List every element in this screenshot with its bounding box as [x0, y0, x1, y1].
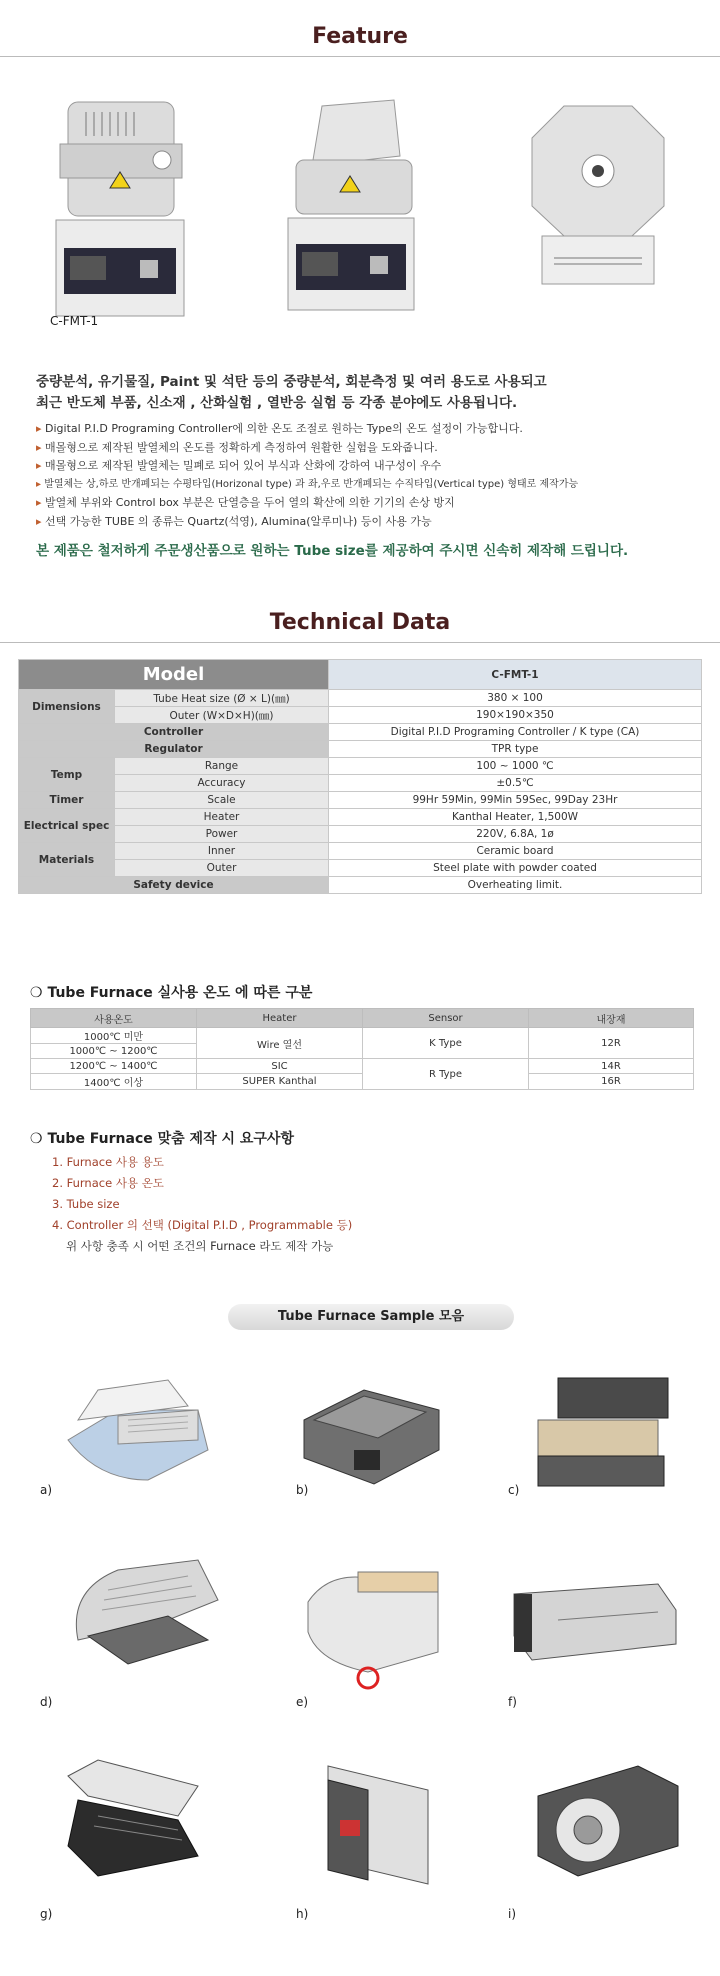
spec-val: Steel plate with powder coated	[329, 860, 702, 877]
temp-header: 내장재	[529, 1009, 694, 1028]
furnace-photo-open	[282, 96, 420, 312]
sample-photo-e	[298, 1562, 446, 1696]
temp-header: Heater	[197, 1009, 363, 1028]
temp-material: 14R	[529, 1059, 694, 1074]
sample-label: f)	[508, 1695, 517, 1709]
requirements-note: 위 사항 충족 시 어떤 조건의 Furnace 라도 제작 가능	[66, 1239, 334, 1253]
sample-label: d)	[40, 1695, 53, 1709]
requirements-list	[52, 1152, 352, 1236]
feature-divider	[0, 56, 720, 57]
sample-label: e)	[296, 1695, 309, 1709]
temp-sensor: K Type	[363, 1028, 529, 1059]
spec-cat: Safety device	[19, 877, 329, 894]
sample-photo-a	[58, 1370, 218, 1486]
feature-bullet: ▸ 발열체는 상,하로 반개폐되는 수평타입(Horizonal type) 과 좌,우로 반개폐되는 수직타입(Vertical type) 형태로 제작가능	[36, 476, 696, 495]
spec-val: TPR type	[329, 741, 702, 758]
spec-sub: Accuracy	[115, 775, 329, 792]
requirement-item: 3. Tube size	[52, 1197, 120, 1211]
spec-val: ±0.5℃	[329, 775, 702, 792]
sample-photo-b	[294, 1380, 444, 1498]
spec-val: 220V, 6.8A, 1ø	[329, 826, 702, 843]
spec-cat: Materials	[19, 843, 115, 877]
temp-heater: SUPER Kanthal	[197, 1074, 363, 1090]
spec-model-value: C-FMT-1	[329, 660, 702, 690]
feature-bullet: ▸ 매몰형으로 제작된 발열체의 온도를 정확하게 측정하여 원활한 실험을 도와줍니다.	[36, 439, 696, 458]
temp-table	[30, 1008, 694, 1090]
spec-val: Overheating limit.	[329, 877, 702, 894]
spec-sub: Inner	[115, 843, 329, 860]
spec-val: 100 ~ 1000 ℃	[329, 758, 702, 775]
spec-val: 380 × 100	[329, 690, 702, 707]
sample-photo-g	[58, 1756, 210, 1880]
feature-bullet: ▸ Digital P.I.D Programing Controller에 의한 온도 조절로 원하는 Type의 온도 설정이 가능합니다.	[36, 420, 696, 439]
spec-sub: Range	[115, 758, 329, 775]
samples-pill: Tube Furnace Sample 모음	[228, 1304, 514, 1330]
spec-val: Ceramic board	[329, 843, 702, 860]
temp-header: 사용온도	[31, 1009, 197, 1028]
temp-material: 12R	[529, 1028, 694, 1059]
sample-photo-i	[528, 1756, 682, 1882]
spec-model-label: Model	[19, 660, 329, 690]
furnace-photo-closed	[50, 96, 190, 318]
spec-sub: Scale	[115, 792, 329, 809]
spec-val: 99Hr 59Min, 99Min 59Sec, 99Day 23Hr	[329, 792, 702, 809]
sample-label: c)	[508, 1483, 520, 1497]
feature-lead-1: 중량분석, 유기물질, Paint 및 석탄 등의 중량분석, 회분측정 및 여러 용도로 사용되고	[36, 374, 547, 390]
feature-bullet: ▸ 매몰형으로 제작된 발열체는 밀폐로 되어 있어 부식과 산화에 강하여 내구성이 우수	[36, 457, 696, 476]
feature-bullet: ▸ 발열체 부위와 Control box 부분은 단열층을 두어 열의 확산에 의한 기기의 손상 방지	[36, 494, 696, 513]
spec-sub: Power	[115, 826, 329, 843]
temp-range: 1000℃ ~ 1200℃	[31, 1044, 197, 1059]
spec-cat: Controller	[19, 724, 329, 741]
spec-cat: Dimensions	[19, 690, 115, 724]
requirement-item: 1. Furnace 사용 용도	[52, 1155, 164, 1169]
temp-heater: Wire 열선	[197, 1028, 363, 1059]
feature-title: Feature	[312, 24, 408, 49]
spec-cat: Timer	[19, 792, 115, 809]
temp-range: 1200℃ ~ 1400℃	[31, 1059, 197, 1074]
temp-material: 16R	[529, 1074, 694, 1090]
feature-description	[36, 372, 696, 559]
spec-cat: Electrical spec	[19, 809, 115, 843]
tech-divider	[0, 642, 720, 643]
temp-range: 1000℃ 미만	[31, 1028, 197, 1044]
temp-header: Sensor	[363, 1009, 529, 1028]
spec-val: 190×190×350	[329, 707, 702, 724]
requirement-item: 4. Controller 의 선택 (Digital P.I.D , Programmable 등)	[52, 1218, 353, 1232]
product-caption: C-FMT-1	[50, 314, 99, 328]
sample-photo-h	[318, 1760, 442, 1888]
sample-photo-c	[528, 1370, 678, 1494]
spec-table	[18, 659, 702, 894]
spec-cat: Temp	[19, 758, 115, 792]
requirements-heading: ❍ Tube Furnace 맞춤 제작 시 요구사항	[30, 1128, 294, 1148]
sample-label: g)	[40, 1907, 53, 1921]
spec-sub: Heater	[115, 809, 329, 826]
sample-photo-d	[58, 1550, 226, 1672]
temp-sensor: R Type	[363, 1059, 529, 1090]
temp-section-heading: ❍ Tube Furnace 실사용 온도 에 따른 구분	[30, 982, 312, 1002]
sample-label: b)	[296, 1483, 309, 1497]
tech-title: Technical Data	[269, 610, 451, 635]
spec-val: Kanthal Heater, 1,500W	[329, 809, 702, 826]
sample-label: a)	[40, 1483, 53, 1497]
spec-val: Digital P.I.D Programing Controller / K type (CA)	[329, 724, 702, 741]
feature-bullet: ▸ 선택 가능한 TUBE 의 종류는 Quartz(석영), Alumina(알루미나) 등이 사용 가능	[36, 513, 696, 532]
requirement-item: 2. Furnace 사용 온도	[52, 1176, 164, 1190]
sample-label: i)	[508, 1907, 517, 1921]
temp-range: 1400℃ 이상	[31, 1074, 197, 1090]
temp-heater: SIC	[197, 1059, 363, 1074]
furnace-photo-side	[524, 96, 672, 286]
sample-photo-f	[508, 1580, 680, 1674]
sample-label: h)	[296, 1907, 309, 1921]
spec-sub: Outer (W×D×H)(㎜)	[115, 707, 329, 724]
feature-bullets	[36, 420, 696, 531]
spec-sub: Outer	[115, 860, 329, 877]
spec-cat: Regulator	[19, 741, 329, 758]
feature-closing: 본 제품은 철저하게 주문생산품으로 원하는 Tube size를 제공하여 주시면 신속히 제작해 드립니다.	[36, 543, 629, 559]
spec-sub: Tube Heat size (Ø × L)(㎜)	[115, 690, 329, 707]
feature-lead-2: 최근 반도체 부품, 신소재 , 산화실험 , 열반응 실험 등 각종 분야에도 사용됩니다.	[36, 395, 518, 411]
